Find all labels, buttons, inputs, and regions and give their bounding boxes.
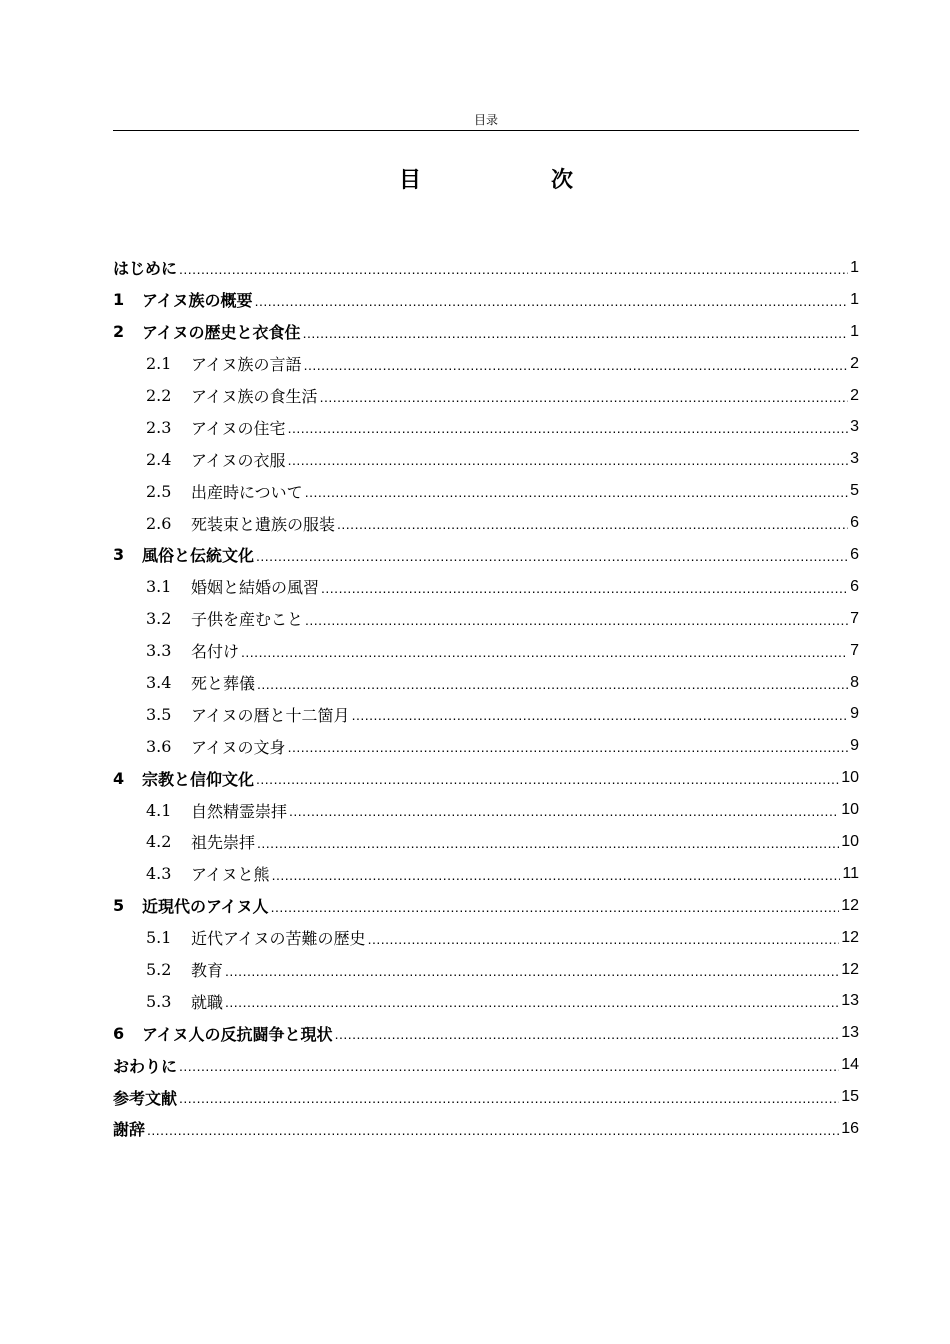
toc-dot-leader	[305, 612, 848, 628]
toc-dot-leader	[256, 548, 848, 564]
toc-entry[interactable]	[113, 922, 859, 954]
toc-entry-label: 出産時について	[191, 482, 303, 502]
toc-dot-leader	[337, 516, 848, 532]
toc-entry-number: 6	[113, 1023, 125, 1043]
toc-entry-label: アイヌの住宅	[191, 418, 286, 438]
toc-entry-label: 近代アイヌの苦難の歴史	[191, 929, 366, 949]
toc-dot-leader	[321, 580, 848, 596]
toc-entry-number: 5.1	[146, 928, 172, 948]
toc-entry-number: 3.4	[146, 673, 172, 693]
toc-entry-page: 7	[850, 609, 859, 627]
toc-dot-leader	[225, 994, 839, 1010]
toc-entry-page: 7	[850, 641, 859, 659]
toc-entry-number: 2	[113, 322, 125, 342]
toc-entry[interactable]	[113, 858, 859, 890]
toc-entry-number: 4	[113, 768, 125, 788]
toc-entry-page: 1	[850, 290, 859, 308]
toc-entry-page: 10	[841, 801, 859, 819]
toc-dot-leader	[271, 899, 840, 915]
toc-dot-leader	[225, 963, 839, 979]
toc-dot-leader	[320, 389, 849, 405]
toc-dot-leader	[179, 261, 848, 277]
toc-dot-leader	[255, 293, 849, 309]
toc-entry[interactable]	[113, 475, 859, 507]
toc-entry-number: 3.3	[146, 641, 172, 661]
toc-entry-label: 参考文献	[113, 1088, 178, 1108]
toc-entry-page: 9	[850, 737, 859, 755]
toc-entry-label: アイヌと熊	[191, 865, 270, 885]
toc-entry[interactable]	[113, 380, 859, 412]
toc-dot-leader	[304, 357, 849, 373]
toc-entry-page: 14	[841, 1056, 859, 1074]
toc-entry-label: アイヌの歴史と衣食住	[142, 323, 301, 343]
toc-entry-page: 9	[850, 705, 859, 723]
toc-entry[interactable]	[113, 348, 859, 380]
toc-entry[interactable]	[113, 539, 859, 571]
toc-entry-page: 3	[850, 450, 859, 468]
toc-entry[interactable]	[113, 316, 859, 348]
toc-entry-page: 12	[841, 896, 859, 914]
toc-entry-number: 1	[113, 290, 125, 310]
toc-dot-leader	[257, 835, 839, 851]
toc-entry-page: 12	[841, 928, 859, 946]
toc-entry-number: 3	[113, 545, 125, 565]
toc-entry-page: 10	[841, 832, 859, 850]
toc-entry-number: 5.2	[146, 960, 172, 980]
toc-entry-label: アイヌの衣服	[191, 450, 286, 470]
toc-entry-page: 3	[850, 418, 859, 436]
toc-entry-label: 近現代のアイヌ人	[142, 897, 269, 917]
table-of-contents	[113, 252, 859, 1145]
toc-entry-number: 3.2	[146, 609, 172, 629]
toc-entry-number: 4.1	[146, 800, 172, 820]
toc-entry-label: 風俗と伝統文化	[142, 546, 255, 566]
toc-entry-label: 子供を産むこと	[191, 610, 304, 630]
toc-entry-label: アイヌの文身	[191, 737, 286, 757]
toc-entry-label: 謝辞	[113, 1120, 146, 1140]
toc-entry-number: 2.4	[146, 449, 172, 469]
toc-dot-leader	[179, 1090, 839, 1106]
toc-entry[interactable]	[113, 730, 859, 762]
toc-entry-label: 自然精霊崇拝	[191, 801, 288, 821]
toc-entry-page: 1	[850, 258, 859, 276]
toc-entry-label: おわりに	[113, 1056, 178, 1076]
toc-entry-page: 16	[841, 1119, 859, 1137]
toc-entry-label: アイヌ族の言語	[191, 355, 302, 375]
toc-entry-label: アイヌの暦と十二箇月	[191, 705, 350, 725]
toc-dot-leader	[288, 739, 849, 755]
toc-entry-number: 3.1	[146, 577, 172, 597]
toc-entry-label: アイヌ族の概要	[142, 291, 253, 311]
page-title: 目 次	[398, 168, 627, 193]
toc-entry[interactable]	[113, 1113, 859, 1145]
toc-entry-number: 5	[113, 896, 125, 916]
toc-dot-leader	[241, 644, 848, 660]
toc-entry[interactable]	[113, 954, 859, 986]
toc-dot-leader	[289, 803, 839, 819]
toc-dot-leader	[288, 420, 849, 436]
header-text: 目录	[473, 113, 498, 127]
toc-entry[interactable]	[113, 507, 859, 539]
toc-dot-leader	[335, 1026, 840, 1042]
toc-entry[interactable]	[113, 252, 859, 284]
toc-entry-page: 12	[841, 960, 859, 978]
toc-entry[interactable]	[113, 603, 859, 635]
toc-dot-leader	[352, 707, 849, 723]
toc-entry-number: 5.3	[146, 991, 172, 1011]
toc-entry-label: 婚姻と結婚の風習	[191, 578, 320, 598]
toc-dot-leader	[288, 452, 849, 468]
toc-entry-label: はじめに	[113, 259, 178, 279]
toc-entry[interactable]	[113, 411, 859, 443]
toc-entry[interactable]	[113, 667, 859, 699]
toc-entry[interactable]	[113, 698, 859, 730]
toc-entry-number: 2.6	[146, 513, 172, 533]
toc-entry-page: 6	[850, 577, 859, 595]
toc-dot-leader	[272, 867, 841, 883]
toc-entry-label: 名付け	[191, 642, 240, 662]
toc-dot-leader	[303, 325, 849, 341]
toc-dot-leader	[368, 931, 840, 947]
toc-dot-leader	[179, 1058, 839, 1074]
toc-entry-number: 4.2	[146, 832, 172, 852]
toc-dot-leader	[257, 676, 848, 692]
toc-entry[interactable]	[113, 284, 859, 316]
toc-entry-label: 死と葬儀	[191, 674, 256, 694]
toc-entry-number: 3.5	[146, 704, 172, 724]
toc-entry-label: アイヌ族の食生活	[191, 387, 318, 406]
toc-entry[interactable]	[113, 794, 859, 826]
toc-entry-page: 1	[850, 322, 859, 340]
toc-entry-label: 教育	[191, 961, 224, 981]
toc-entry[interactable]	[113, 635, 859, 667]
toc-entry-page: 2	[850, 354, 859, 372]
toc-entry-number: 2.5	[146, 481, 172, 501]
toc-entry-page: 8	[850, 673, 859, 691]
toc-dot-leader	[147, 1122, 839, 1138]
toc-entry[interactable]	[113, 571, 859, 603]
toc-entry-page: 6	[850, 514, 859, 532]
toc-entry-label: 就職	[191, 992, 224, 1012]
toc-dot-leader	[256, 771, 839, 787]
toc-dot-leader	[305, 484, 848, 500]
toc-entry-number: 2.1	[146, 354, 172, 374]
toc-entry-page: 13	[841, 1024, 859, 1042]
toc-entry-label: 祖先崇拝	[191, 833, 256, 853]
toc-entry-page: 10	[841, 769, 859, 787]
toc-entry-label: 死装束と遺族の服装	[191, 514, 336, 534]
toc-entry[interactable]	[113, 1049, 859, 1081]
toc-entry-page: 6	[850, 545, 859, 563]
toc-entry-page: 13	[841, 992, 859, 1010]
toc-entry[interactable]	[113, 1081, 859, 1113]
toc-entry-number: 2.2	[146, 386, 172, 405]
toc-entry-number: 3.6	[146, 736, 172, 756]
toc-entry-label: アイヌ人の反抗闘争と現状	[142, 1024, 333, 1044]
toc-entry-label: 宗教と信仰文化	[142, 769, 255, 789]
toc-entry[interactable]	[113, 826, 859, 858]
toc-entry[interactable]	[113, 443, 859, 475]
toc-entry-number: 2.3	[146, 417, 172, 437]
toc-entry-page: 15	[841, 1088, 859, 1106]
toc-entry[interactable]	[113, 1017, 859, 1049]
page-header	[113, 108, 859, 131]
toc-entry-page: 2	[850, 386, 859, 404]
toc-entry[interactable]	[113, 985, 859, 1017]
toc-entry[interactable]	[113, 762, 859, 794]
toc-entry-page: 5	[850, 482, 859, 500]
toc-entry-page: 11	[842, 864, 859, 882]
toc-entry-number: 4.3	[146, 864, 172, 884]
toc-entry[interactable]	[113, 890, 859, 922]
